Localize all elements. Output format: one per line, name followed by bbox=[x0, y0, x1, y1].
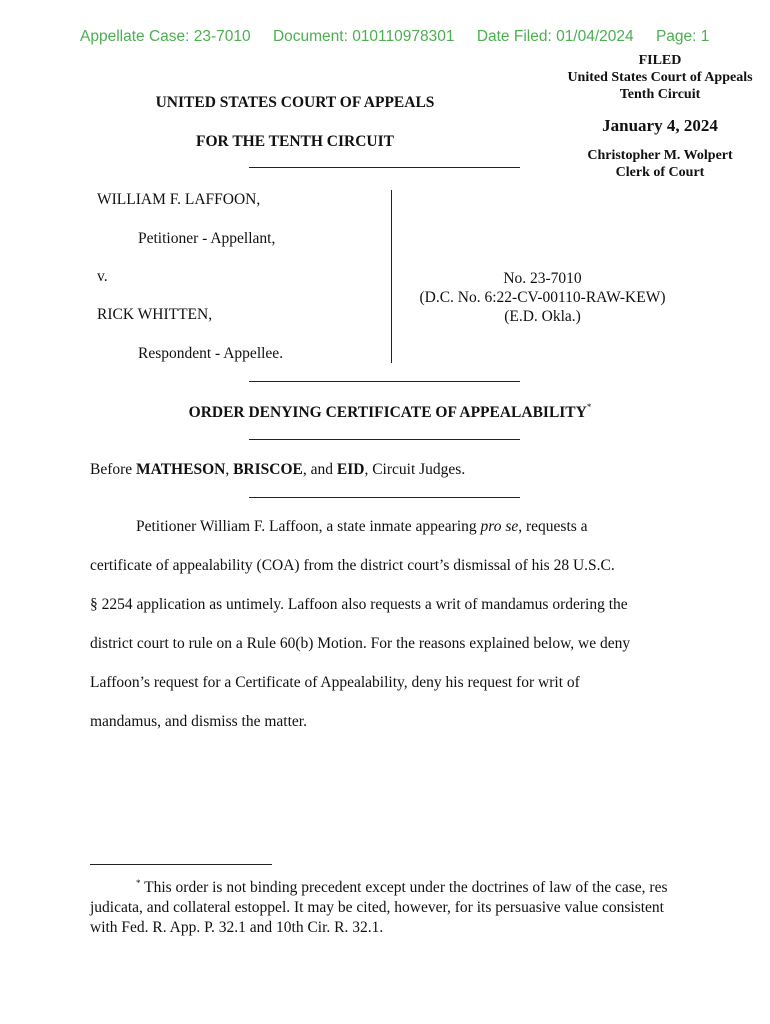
header-document: Document: 010110978301 bbox=[272, 28, 455, 45]
body-text: Petitioner William F. Laffoon, a state inmate appearing bbox=[136, 518, 481, 535]
filed-label: FILED bbox=[638, 53, 682, 68]
panel-before: Before bbox=[90, 461, 137, 478]
petitioner-role: Petitioner - Appellant, bbox=[138, 230, 276, 247]
panel-sep: , and bbox=[302, 461, 337, 478]
district-court: (E.D. Okla.) bbox=[504, 308, 581, 325]
body-text: , requests a bbox=[518, 518, 588, 535]
body-line-4: district court to rule on a Rule 60(b) Motion. For the reasons explained below, we deny bbox=[90, 635, 631, 652]
divider bbox=[249, 167, 520, 168]
panel-line bbox=[90, 461, 465, 479]
header-case: Appellate Case: 23-7010 bbox=[80, 28, 251, 45]
respondent-name: RICK WHITTEN, bbox=[97, 306, 213, 323]
panel-suffix: , Circuit Judges. bbox=[364, 461, 466, 478]
panel-sep: , bbox=[225, 461, 234, 478]
header-page: Page: 1 bbox=[655, 28, 710, 45]
clerk-name: Christopher M. Wolpert bbox=[587, 148, 733, 163]
footnote-marker: * bbox=[586, 402, 592, 412]
court-title-line2: FOR THE TENTH CIRCUIT bbox=[196, 133, 394, 150]
body-line-1 bbox=[136, 518, 588, 536]
order-title bbox=[90, 402, 690, 422]
filed-court: United States Court of Appeals bbox=[567, 70, 753, 85]
case-info bbox=[405, 269, 680, 326]
divider bbox=[249, 381, 520, 382]
body-italic: pro se bbox=[480, 518, 519, 535]
divider bbox=[249, 439, 520, 440]
respondent-role: Respondent - Appellee. bbox=[138, 345, 284, 362]
district-case-number: (D.C. No. 6:22-CV-00110-RAW-KEW) bbox=[419, 289, 666, 306]
body-line-3: § 2254 application as untimely. Laffoon also requests a writ of mandamus ordering the bbox=[90, 596, 628, 613]
clerk-title: Clerk of Court bbox=[615, 165, 705, 180]
filed-stamp bbox=[540, 52, 770, 181]
case-number: No. 23-7010 bbox=[503, 270, 582, 287]
versus: v. bbox=[97, 268, 108, 285]
footnote-mark: * bbox=[136, 878, 141, 888]
body-line-2: certificate of appealability (COA) from the district court’s dismissal of his 28 U.S.C. bbox=[90, 557, 615, 574]
divider bbox=[249, 497, 520, 498]
petitioner-name: WILLIAM F. LAFFOON, bbox=[97, 191, 261, 208]
judge-eid: EID bbox=[336, 461, 365, 478]
document-header bbox=[80, 28, 727, 46]
footnote bbox=[90, 873, 690, 938]
judge-matheson: MATHESON bbox=[136, 461, 226, 478]
body-line-5: Laffoon’s request for a Certificate of Appealability, deny his request for writ of bbox=[90, 674, 580, 691]
order-title-text: ORDER DENYING CERTIFICATE OF APPEALABILITY bbox=[188, 404, 587, 421]
header-date-filed: Date Filed: 01/04/2024 bbox=[476, 28, 634, 45]
footnote-text: This order is not binding precedent except under the doctrines of law of the case, res judicata, and collateral estoppel. It may be cited, however, for its persuasive value consistent with Fed. R. App. P. 32.1 and 10th Cir. R. 32.1. bbox=[90, 879, 668, 936]
court-title-line1: UNITED STATES COURT OF APPEALS bbox=[155, 94, 435, 111]
body-line-6: mandamus, and dismiss the matter. bbox=[90, 713, 307, 730]
judge-briscoe: BRISCOE bbox=[233, 461, 303, 478]
filed-date: January 4, 2024 bbox=[602, 116, 718, 135]
filed-circuit: Tenth Circuit bbox=[619, 87, 701, 102]
footnote-rule bbox=[90, 864, 272, 865]
caption-divider bbox=[391, 190, 392, 363]
